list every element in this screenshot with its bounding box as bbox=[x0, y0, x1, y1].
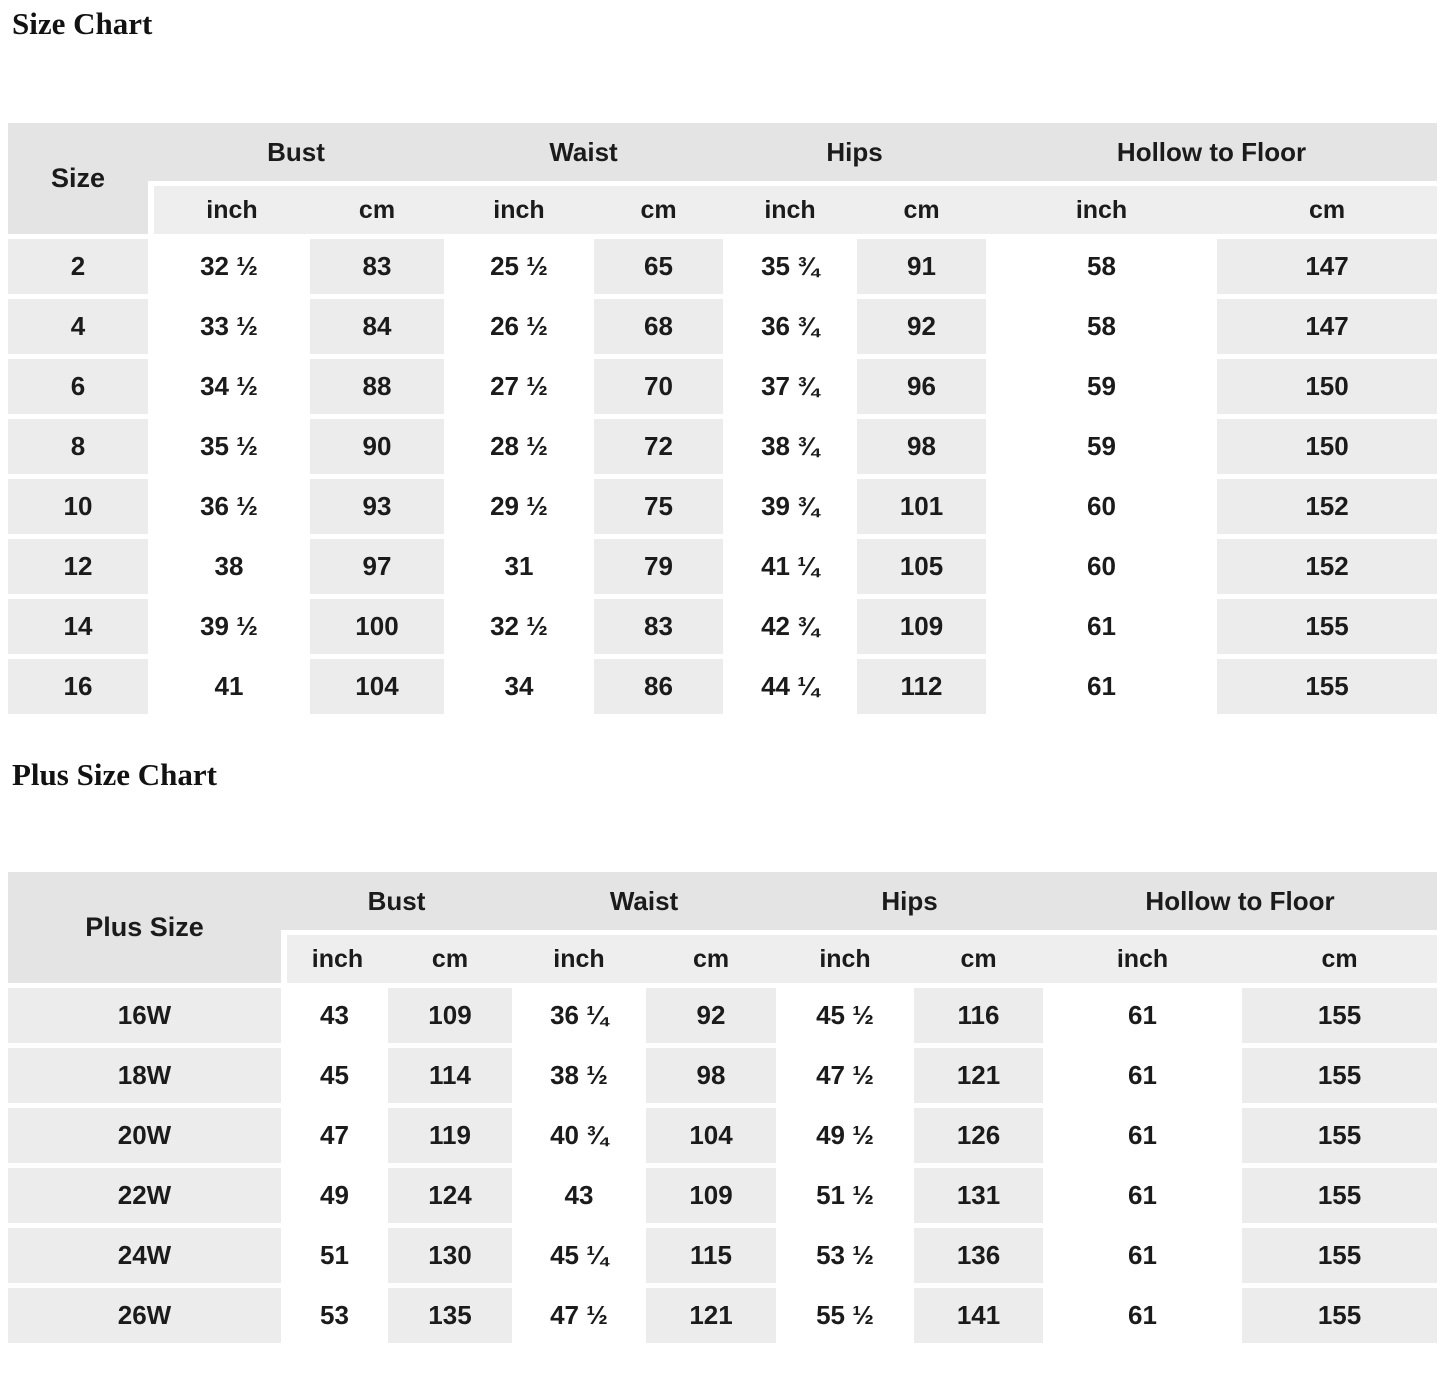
size-chart-title: Size Chart bbox=[12, 6, 153, 41]
hollow-cm-header: cm bbox=[1217, 186, 1437, 234]
measurement-cell: 60 bbox=[1087, 551, 1116, 581]
measurement-cell: 112 bbox=[857, 659, 986, 714]
measurement-cell: 116 bbox=[914, 988, 1043, 1043]
measurement-cell: 86 bbox=[594, 659, 723, 714]
measurement-cell: 45 bbox=[320, 1060, 349, 1090]
size-cell: 6 bbox=[8, 359, 148, 414]
hollow-cm-header: cm bbox=[1242, 935, 1437, 983]
measurement-cell: 61 bbox=[1087, 611, 1116, 641]
measurement-cell: 126 bbox=[914, 1108, 1043, 1163]
table-row bbox=[8, 659, 1437, 714]
size-cell: 16W bbox=[8, 988, 281, 1043]
measurement-cell: 61 bbox=[1128, 1000, 1157, 1030]
measurement-cell: 33 ½ bbox=[200, 311, 258, 341]
measurement-cell: 93 bbox=[310, 479, 444, 534]
table-row bbox=[8, 1228, 1437, 1283]
measurement-cell: 135 bbox=[388, 1288, 512, 1343]
measurement-cell: 155 bbox=[1217, 599, 1437, 654]
bust-cm-header: cm bbox=[388, 935, 512, 983]
measurement-cell: 47 ½ bbox=[550, 1300, 608, 1330]
measurement-cell: 155 bbox=[1242, 1048, 1437, 1103]
measurement-cell: 34 ½ bbox=[200, 371, 258, 401]
measurement-cell: 58 bbox=[1087, 311, 1116, 341]
measurement-cell: 105 bbox=[857, 539, 986, 594]
measurement-cell: 90 bbox=[310, 419, 444, 474]
table-row bbox=[8, 988, 1437, 1043]
measurement-cell: 147 bbox=[1217, 299, 1437, 354]
plus-size-chart-table bbox=[8, 867, 1437, 1348]
measurement-cell: 36 ½ bbox=[200, 491, 258, 521]
measurement-cell: 26 ½ bbox=[490, 311, 548, 341]
measurement-cell: 124 bbox=[388, 1168, 512, 1223]
measurement-cell: 68 bbox=[594, 299, 723, 354]
measurement-cell: 59 bbox=[1087, 371, 1116, 401]
measurement-cell: 61 bbox=[1087, 671, 1116, 701]
table-row bbox=[8, 1108, 1437, 1163]
waist-cm-header: cm bbox=[594, 186, 723, 234]
size-cell: 16 bbox=[8, 659, 148, 714]
measurement-cell: 88 bbox=[310, 359, 444, 414]
measurement-cell: 61 bbox=[1128, 1300, 1157, 1330]
waist-inch-header: inch bbox=[444, 186, 594, 234]
hips-cm-header: cm bbox=[857, 186, 986, 234]
measurement-cell: 121 bbox=[646, 1288, 776, 1343]
table-row bbox=[8, 1288, 1437, 1343]
table-row bbox=[8, 239, 1437, 294]
measurement-cell: 53 bbox=[320, 1300, 349, 1330]
measurement-cell: 136 bbox=[914, 1228, 1043, 1283]
measurement-cell: 155 bbox=[1217, 659, 1437, 714]
measurement-cell: 147 bbox=[1217, 239, 1437, 294]
measurement-cell: 25 ½ bbox=[490, 251, 548, 281]
measurement-cell: 35 ½ bbox=[200, 431, 258, 461]
measurement-cell: 41 ¼ bbox=[761, 551, 819, 581]
measurement-cell: 109 bbox=[388, 988, 512, 1043]
measurement-cell: 28 ½ bbox=[490, 431, 548, 461]
measurement-cell: 98 bbox=[646, 1048, 776, 1103]
measurement-cell: 75 bbox=[594, 479, 723, 534]
size-cell: 22W bbox=[8, 1168, 281, 1223]
size-cell: 14 bbox=[8, 599, 148, 654]
hips-cm-header: cm bbox=[914, 935, 1043, 983]
measurement-cell: 155 bbox=[1242, 1288, 1437, 1343]
measurement-cell: 155 bbox=[1242, 1108, 1437, 1163]
measurement-cell: 36 ¼ bbox=[550, 1000, 608, 1030]
measurement-cell: 29 ½ bbox=[490, 491, 548, 521]
measurement-cell: 45 ¼ bbox=[550, 1240, 608, 1270]
measurement-cell: 36 ¾ bbox=[761, 311, 819, 341]
measurement-cell: 42 ¾ bbox=[761, 611, 819, 641]
measurement-cell: 155 bbox=[1242, 988, 1437, 1043]
measurement-cell: 27 ½ bbox=[490, 371, 548, 401]
measurement-cell: 109 bbox=[857, 599, 986, 654]
measurement-cell: 55 ½ bbox=[816, 1300, 874, 1330]
bust-group-header: Bust bbox=[281, 872, 512, 930]
size-cell: 24W bbox=[8, 1228, 281, 1283]
measurement-cell: 152 bbox=[1217, 539, 1437, 594]
measurement-cell: 44 ¼ bbox=[761, 671, 819, 701]
measurement-cell: 72 bbox=[594, 419, 723, 474]
plus-size-column-header: Plus Size bbox=[8, 872, 281, 983]
measurement-cell: 32 ½ bbox=[200, 251, 258, 281]
measurement-cell: 61 bbox=[1128, 1120, 1157, 1150]
measurement-cell: 150 bbox=[1217, 419, 1437, 474]
measurement-cell: 49 bbox=[320, 1180, 349, 1210]
hips-inch-header: inch bbox=[723, 186, 857, 234]
hollow-inch-header: inch bbox=[1043, 935, 1242, 983]
size-cell: 4 bbox=[8, 299, 148, 354]
hollow-to-floor-group-header: Hollow to Floor bbox=[986, 123, 1437, 181]
hips-group-header: Hips bbox=[776, 872, 1043, 930]
measurement-cell: 65 bbox=[594, 239, 723, 294]
measurement-cell: 60 bbox=[1087, 491, 1116, 521]
waist-cm-header: cm bbox=[646, 935, 776, 983]
measurement-cell: 100 bbox=[310, 599, 444, 654]
plus-size-chart-header bbox=[8, 872, 1437, 983]
bust-group-header: Bust bbox=[148, 123, 444, 181]
size-chart-body bbox=[8, 239, 1437, 714]
measurement-cell: 104 bbox=[646, 1108, 776, 1163]
measurement-cell: 84 bbox=[310, 299, 444, 354]
table-row bbox=[8, 1168, 1437, 1223]
measurement-cell: 51 ½ bbox=[816, 1180, 874, 1210]
measurement-cell: 141 bbox=[914, 1288, 1043, 1343]
plus-size-chart-title: Plus Size Chart bbox=[12, 757, 217, 792]
measurement-cell: 38 ¾ bbox=[761, 431, 819, 461]
measurement-cell: 41 bbox=[214, 671, 244, 701]
measurement-cell: 131 bbox=[914, 1168, 1043, 1223]
measurement-cell: 121 bbox=[914, 1048, 1043, 1103]
measurement-cell: 38 bbox=[214, 551, 244, 581]
measurement-cell: 96 bbox=[857, 359, 986, 414]
size-cell: 12 bbox=[8, 539, 148, 594]
measurement-cell: 104 bbox=[310, 659, 444, 714]
measurement-cell: 61 bbox=[1128, 1060, 1157, 1090]
size-cell: 8 bbox=[8, 419, 148, 474]
measurement-cell: 155 bbox=[1242, 1168, 1437, 1223]
measurement-cell: 51 bbox=[320, 1240, 349, 1270]
measurement-cell: 101 bbox=[857, 479, 986, 534]
measurement-cell: 53 ½ bbox=[816, 1240, 874, 1270]
table-row bbox=[8, 1048, 1437, 1103]
measurement-cell: 119 bbox=[388, 1108, 512, 1163]
measurement-cell: 34 bbox=[504, 671, 534, 701]
hips-group-header: Hips bbox=[723, 123, 986, 181]
measurement-cell: 59 bbox=[1087, 431, 1116, 461]
measurement-cell: 150 bbox=[1217, 359, 1437, 414]
table-row bbox=[8, 419, 1437, 474]
size-cell: 18W bbox=[8, 1048, 281, 1103]
hips-inch-header: inch bbox=[776, 935, 914, 983]
waist-group-header: Waist bbox=[444, 123, 723, 181]
measurement-cell: 43 bbox=[320, 1000, 349, 1030]
measurement-cell: 47 ½ bbox=[816, 1060, 874, 1090]
table-row bbox=[8, 539, 1437, 594]
table-row bbox=[8, 599, 1437, 654]
table-row bbox=[8, 479, 1437, 534]
plus-size-chart-body bbox=[8, 988, 1437, 1343]
size-cell: 26W bbox=[8, 1288, 281, 1343]
measurement-cell: 92 bbox=[646, 988, 776, 1043]
measurement-cell: 98 bbox=[857, 419, 986, 474]
measurement-cell: 40 ¾ bbox=[550, 1120, 608, 1150]
size-cell: 20W bbox=[8, 1108, 281, 1163]
size-cell: 10 bbox=[8, 479, 148, 534]
measurement-cell: 49 ½ bbox=[816, 1120, 874, 1150]
measurement-cell: 79 bbox=[594, 539, 723, 594]
waist-inch-header: inch bbox=[512, 935, 646, 983]
size-column-header: Size bbox=[8, 123, 148, 234]
measurement-cell: 45 ½ bbox=[816, 1000, 874, 1030]
measurement-cell: 47 bbox=[320, 1120, 349, 1150]
table-row bbox=[8, 359, 1437, 414]
measurement-cell: 37 ¾ bbox=[761, 371, 819, 401]
measurement-cell: 91 bbox=[857, 239, 986, 294]
size-cell: 2 bbox=[8, 239, 148, 294]
measurement-cell: 39 ½ bbox=[200, 611, 258, 641]
measurement-cell: 39 ¾ bbox=[761, 491, 819, 521]
bust-cm-header: cm bbox=[310, 186, 444, 234]
measurement-cell: 70 bbox=[594, 359, 723, 414]
hollow-inch-header: inch bbox=[986, 186, 1217, 234]
measurement-cell: 31 bbox=[504, 551, 534, 581]
bust-inch-header: inch bbox=[281, 935, 388, 983]
hollow-to-floor-group-header: Hollow to Floor bbox=[1043, 872, 1437, 930]
measurement-cell: 109 bbox=[646, 1168, 776, 1223]
measurement-cell: 61 bbox=[1128, 1180, 1157, 1210]
measurement-cell: 58 bbox=[1087, 251, 1116, 281]
measurement-cell: 83 bbox=[594, 599, 723, 654]
measurement-cell: 32 ½ bbox=[490, 611, 548, 641]
measurement-cell: 35 ¾ bbox=[761, 251, 819, 281]
measurement-cell: 130 bbox=[388, 1228, 512, 1283]
bust-inch-header: inch bbox=[148, 186, 310, 234]
measurement-cell: 114 bbox=[388, 1048, 512, 1103]
measurement-cell: 83 bbox=[310, 239, 444, 294]
waist-group-header: Waist bbox=[512, 872, 776, 930]
measurement-cell: 152 bbox=[1217, 479, 1437, 534]
size-chart-header bbox=[8, 123, 1437, 234]
size-chart-table bbox=[8, 118, 1437, 719]
measurement-cell: 115 bbox=[646, 1228, 776, 1283]
table-row bbox=[8, 299, 1437, 354]
measurement-cell: 38 ½ bbox=[550, 1060, 608, 1090]
measurement-cell: 155 bbox=[1242, 1228, 1437, 1283]
measurement-cell: 92 bbox=[857, 299, 986, 354]
measurement-cell: 43 bbox=[564, 1180, 594, 1210]
measurement-cell: 97 bbox=[310, 539, 444, 594]
measurement-cell: 61 bbox=[1128, 1240, 1157, 1270]
